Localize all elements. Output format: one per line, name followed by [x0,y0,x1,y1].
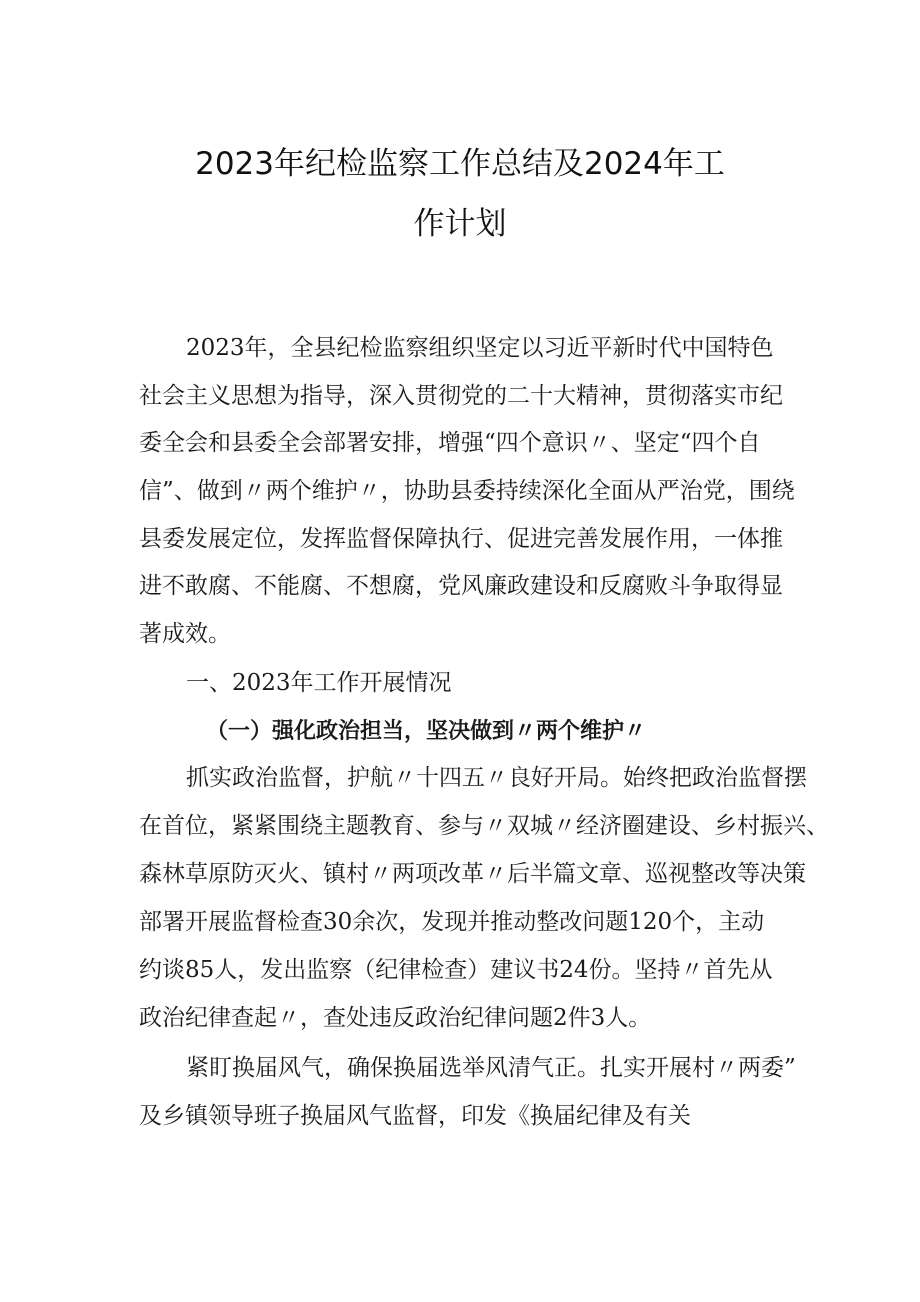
paragraph-2-line: 政治纪律查起〃，查处违反政治纪律问题2件3人。 [139,1005,652,1031]
paragraph-1-line: 2023年，全县纪检监察组织坚定以习近平新时代中国特色 [186,335,774,361]
document-title-line-1: 2023年纪检监察工作总结及2024年工 [195,146,725,182]
paragraph-2-line: 约谈85人，发出监察（纪律检查）建议书24份。坚持〃首先从 [139,957,773,983]
section-heading: 一、2023年工作开展情况 [186,670,452,696]
paragraph-3-line: 紧盯换届风气，确保换届选举风清气正。扎实开展村〃两委” [186,1055,796,1081]
paragraph-2-line: 森林草原防灭火、镇村〃两项改革〃后半篇文章、巡视整改等决策 [139,861,806,887]
subsection-heading: （一）强化政治担当，坚决做到〃两个维护〃 [206,719,647,744]
paragraph-1-line: 进不敢腐、不能腐、不想腐，党风廉政建设和反腐败斗争取得显 [139,573,783,599]
paragraph-1-line: 县委发展定位，发挥监督保障执行、促进完善发展作用，一体推 [139,526,783,552]
paragraph-2-line: 在首位，紧紧围绕主题教育、参与〃双城〃经济圈建设、乡村振兴、 [139,813,829,839]
paragraph-2-line: 抓实政治监督，护航〃十四五〃良好开局。始终把政治监督摆 [186,765,807,791]
paragraph-2-line: 部署开展监督检查30余次，发现并推动整改问题120个，主动 [139,909,765,935]
paragraph-3-line: 及乡镇领导班子换届风气监督，印发《换届纪律及有关 [139,1103,691,1129]
paragraph-1-line: 委全会和县委全会部署安排，增强“四个意识〃、坚定“四个自 [139,430,761,456]
paragraph-1-line: 社会主义思想为指导，深入贯彻党的二十大精神，贯彻落实市纪 [139,383,783,409]
document-title-line-2: 作计划 [413,206,507,242]
paragraph-1-line: 信”、做到〃两个维护〃，协助县委持续深化全面从严治党，围绕 [139,478,795,504]
paragraph-1-line: 著成效。 [139,621,231,647]
